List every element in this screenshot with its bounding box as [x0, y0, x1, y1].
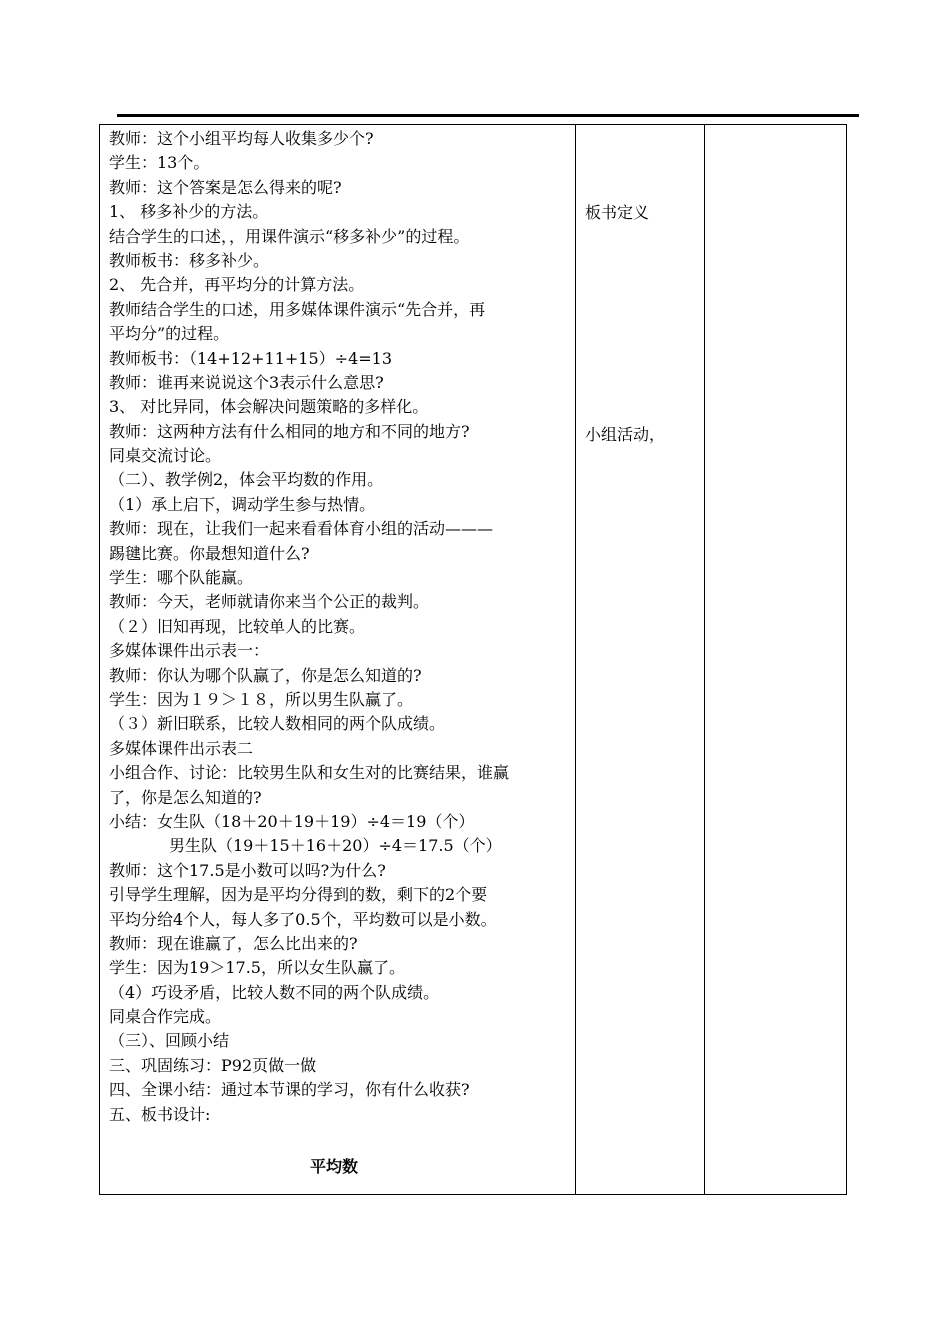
text-line: 教师：谁再来说说这个3表示什么意思? — [109, 372, 384, 392]
lesson-plan-table — [99, 124, 847, 1195]
text-line: 引导学生理解，因为是平均分得到的数，剩下的2个要 — [109, 885, 488, 905]
text-line: 学生：13个。 — [109, 153, 210, 173]
text-line: 同桌交流讨论。 — [109, 446, 222, 466]
text-line: 平均分”的过程。 — [109, 324, 230, 344]
teaching-process-column — [109, 127, 575, 1180]
text-line: （２）旧知再现，比较单人的比赛。 — [109, 616, 366, 636]
note-group-activity: 小组活动， — [585, 425, 666, 444]
column-divider-2 — [704, 125, 705, 1194]
header-rule — [117, 114, 859, 117]
text-line: 多媒体课件出示表二 — [109, 738, 254, 758]
text-line: 三、巩固练习：P92页做一做 — [109, 1055, 317, 1075]
text-line: 教师结合学生的口述，用多媒体课件演示“先合并，再 — [109, 299, 486, 319]
text-line: 小结：女生队（18＋20＋19＋19）÷4＝19（个） — [109, 811, 475, 831]
text-line: 平均分给4个人，每人多了0.5个，平均数可以是小数。 — [109, 909, 497, 929]
text-line: 教师：这个答案是怎么得来的呢? — [109, 177, 342, 197]
text-line: 教师：现在，让我们一起来看看体育小组的活动——— — [109, 519, 494, 539]
text-line: 同桌合作完成。 — [109, 1007, 222, 1027]
text-line: 多媒体课件出示表一： — [109, 641, 270, 661]
text-line: 四、全课小结：通过本节课的学习，你有什么收获? — [109, 1080, 470, 1100]
text-line: 踢毽比赛。你最想知道什么? — [109, 543, 310, 563]
text-line: （三）、回顾小结 — [109, 1031, 230, 1051]
text-line: 教师板书：移多补少。 — [109, 250, 270, 270]
text-line: 教师：这两种方法有什么相同的地方和不同的地方? — [109, 421, 470, 441]
blank-line — [109, 1127, 575, 1151]
text-line: 2、 先合并，再平均分的计算方法。 — [109, 275, 365, 295]
text-line: 小组合作、讨论：比较男生队和女生对的比赛结果，谁赢 — [109, 763, 510, 783]
text-line: 教师：这个小组平均每人收集多少个? — [109, 129, 374, 148]
text-line: 教师：你认为哪个队赢了，你是怎么知道的? — [109, 665, 422, 685]
text-line: （二）、教学例2，体会平均数的作用。 — [109, 470, 384, 490]
text-line: 男生队（19＋15＋16＋20）÷4＝17.5（个） — [169, 836, 502, 856]
text-line: （３）新旧联系，比较人数相同的两个队成绩。 — [109, 714, 446, 734]
text-line: 教师：这个17.5是小数可以吗?为什么? — [109, 860, 386, 880]
text-line: 学生：哪个队能赢。 — [109, 568, 254, 588]
column-divider-1 — [575, 125, 576, 1194]
text-line: 教师：现在谁赢了，怎么比出来的? — [109, 933, 358, 953]
text-line: （1）承上启下，调动学生参与热情。 — [109, 494, 376, 514]
text-line: 教师板书：（14+12+11+15）÷4=13 — [109, 348, 393, 368]
note-board-definition: 板书定义 — [585, 203, 650, 222]
board-design-title: 平均数 — [310, 1157, 359, 1177]
text-line: 3、 对比异同，体会解决问题策略的多样化。 — [109, 397, 429, 417]
text-line: 了，你是怎么知道的? — [109, 787, 262, 807]
text-line: 五、板书设计: — [109, 1104, 211, 1124]
text-line: 教师：今天，老师就请你来当个公正的裁判。 — [109, 592, 430, 612]
text-line: 1、 移多补少的方法。 — [109, 202, 269, 222]
text-line: 学生：因为19＞17.5，所以女生队赢了。 — [109, 958, 405, 978]
text-line: （4）巧设矛盾，比较人数不同的两个队成绩。 — [109, 982, 440, 1002]
text-line: 结合学生的口述，，用课件演示“移多补少”的过程。 — [109, 226, 470, 246]
text-line: 学生：因为１９＞１８，所以男生队赢了。 — [109, 689, 414, 709]
